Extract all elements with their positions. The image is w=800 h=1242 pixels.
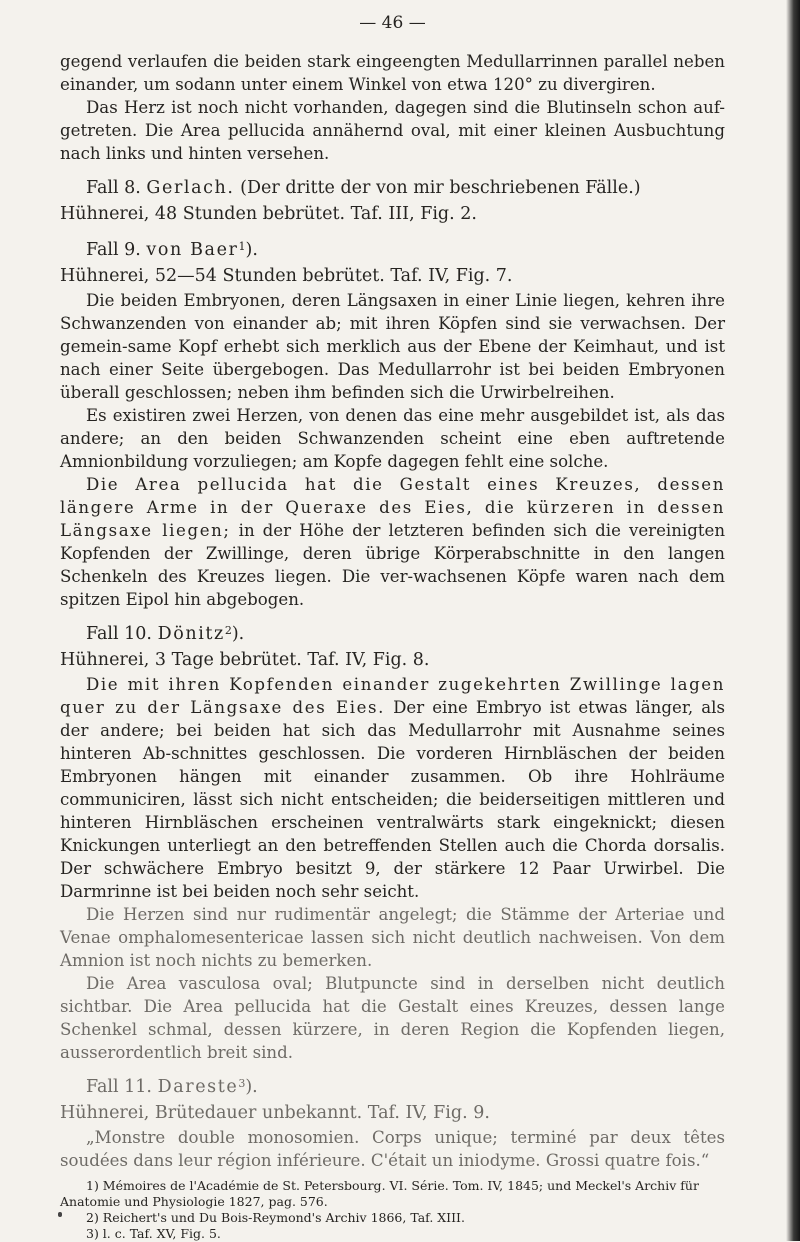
case-9-author: von Baer bbox=[146, 240, 239, 260]
page-binding-edge bbox=[786, 0, 800, 1241]
case-10-ref-close: ). bbox=[231, 624, 245, 644]
case-11-author: Dareste bbox=[157, 1077, 239, 1097]
case-11-heading bbox=[60, 1074, 725, 1100]
case-10-label: Fall 10. bbox=[86, 624, 152, 644]
case-9-ref-close: ). bbox=[245, 240, 258, 260]
case-10-heading bbox=[60, 621, 725, 647]
paragraph-continued: gegend verlaufen die beiden stark eingeengten Medullarrinnen parallel neben einander, um sodann unter einem Winkel von etwa 120° zu divergiren. bbox=[60, 52, 725, 94]
case-11-ref-close: ). bbox=[245, 1077, 258, 1097]
case-10-paragraph-3: Die Area vasculosa oval; Blutpuncte sind in derselben nicht deutlich sichtbar. Die Area pellucida hat die Gestalt eines Kreuzes, dessen lange Schenkel schmal, dessen kürzere, in deren Region die Kopfenden liegen, ausserordentlich breit sind. bbox=[60, 974, 725, 1062]
case-8-note: (Der dritte der von mir beschriebenen Fälle.) bbox=[240, 178, 641, 198]
case-9-label: Fall 9. bbox=[86, 240, 141, 260]
page-number: — 46 — bbox=[359, 13, 426, 33]
case-10-author: Dönitz bbox=[157, 624, 225, 644]
footnote-2 bbox=[60, 1210, 725, 1226]
footnote-2-text: ) Reichert's und Du Bois-Reymond's Archiv 1866, Taf. XIII. bbox=[93, 1210, 465, 1225]
case-11-footnote-ref: 3 bbox=[238, 1077, 246, 1090]
case-8-heading bbox=[60, 175, 725, 201]
case-10-footnote-ref: 2 bbox=[224, 624, 232, 637]
case-10-subheading: Hühnerei, 3 Tage bebrütet. Taf. IV, Fig. 8. bbox=[60, 650, 430, 670]
case-9-subheading: Hühnerei, 52—54 Stunden bebrütet. Taf. IV, Fig. 7. bbox=[60, 266, 513, 286]
case-10-paragraph-2: Die Herzen sind nur rudimentär angelegt; die Stämme der Arteriae und Venae omphalomesentericae lassen sich nicht deutlich nachweisen. Von dem Amnion ist noch nichts zu bemerken. bbox=[60, 905, 725, 970]
case-9-paragraph-3-rest: in der Höhe der letzteren befinden sich die vereinigten Kopfenden der Zwillinge, deren übrige Körperabschnitte in den langen Schenkeln des Kreuzes liegen. Die ver-wachsenen Köpfe waren nach dem spitzen Eipol hin abgebogen. bbox=[60, 521, 726, 609]
case-9-heading bbox=[60, 237, 725, 263]
ink-spot bbox=[58, 1212, 62, 1217]
case-9-paragraph-3-emphasis: Die Area pellucida hat die Gestalt eines Kreuzes, dessen längere Arme in der Queraxe des Eies, die kürzeren in dessen Längsaxe liegen; bbox=[60, 475, 725, 540]
paragraph-heart: Das Herz ist noch nicht vorhanden, dagegen sind die Blutinseln schon auf-getreten. Die Area pellucida annähernd oval, mit einer kleinen Ausbuchtung nach links und hinten versehen. bbox=[60, 98, 725, 163]
case-11-subheading: Hühnerei, Brütedauer unbekannt. Taf. IV, Fig. 9. bbox=[60, 1103, 490, 1123]
case-10-paragraph-1 bbox=[60, 673, 725, 903]
book-page bbox=[60, 8, 725, 1242]
case-8-label: Fall 8. bbox=[86, 178, 141, 198]
case-9-footnote-ref: 1 bbox=[238, 240, 246, 253]
case-10-paragraph-1-rest: Der eine Embryo ist etwas länger, als der andere; bei beiden hat sich das Medullarrohr mit Ausnahme seines hinteren Ab-schnittes geschlossen. Die vorderen Hirnbläschen der beiden Embryonen hängen mit einander zusammen. Ob ihre Hohlräume communiciren, lässt sich nicht entscheiden; die beiderseitigen mittleren und hinteren Hirnbläschen erscheinen ventralwärts stark eingeknickt; diesen Knickungen unterliegt an den betreffenden Stellen auch die Chorda dorsalis. Der schwächere Embryo besitzt 9, der stärkere 12 Paar Urwirbel. Die Darmrinne ist bei beiden noch sehr seicht. bbox=[60, 698, 725, 901]
footnote-2-mark: 2 bbox=[86, 1210, 94, 1225]
footnote-1-text: ) Mémoires de l'Académie de St. Petersbourg. VI. Série. Tom. IV, 1845; und Meckel's Archiv für Anatomie und Physiologie 1827, pag. 576. bbox=[60, 1178, 699, 1209]
case-8-author: Gerlach. bbox=[146, 178, 235, 198]
case-9-paragraph-2: Es existiren zwei Herzen, von denen das eine mehr ausgebildet ist, als das andere; an den beiden Schwanzenden scheint eine eben auftretende Amnionbildung vorzuliegen; am Kopfe dagegen fehlt eine solche. bbox=[60, 406, 725, 471]
case-11-label: Fall 11. bbox=[86, 1077, 152, 1097]
case-9-paragraph-1: Die beiden Embryonen, deren Längsaxen in einer Linie liegen, kehren ihre Schwanzenden von einander ab; mit ihren Köpfen sind sie verwachsen. Der gemein-same Kopf erhebt sich merklich aus der Ebene der Keimhaut, und ist nach einer Seite übergebogen. Das Medullarrohr ist bei beiden Embryonen überall geschlossen; neben ihm befinden sich die Urwirbelreihen. bbox=[60, 291, 725, 402]
footnote-1 bbox=[60, 1178, 725, 1210]
case-10-paragraph-1-emphasis: Die mit ihren Kopfenden einander zugekehrten Zwillinge lagen quer zu der Längsaxe des Eies. bbox=[60, 675, 725, 717]
footnote-3-mark: 3 bbox=[86, 1226, 94, 1241]
footnote-1-mark: 1 bbox=[86, 1178, 94, 1193]
case-11-quote: „Monstre double monosomien. Corps unique; terminé par deux têtes soudées dans leur région inférieure. C'était un iniodyme. Grossi quatre fois.“ bbox=[60, 1128, 725, 1170]
case-8-subheading: Hühnerei, 48 Stunden bebrütet. Taf. III, Fig. 2. bbox=[60, 204, 477, 224]
case-9-paragraph-3 bbox=[60, 473, 725, 611]
footnote-3 bbox=[60, 1226, 725, 1242]
footnote-3-text: ) l. c. Taf. XV, Fig. 5. bbox=[93, 1226, 221, 1241]
